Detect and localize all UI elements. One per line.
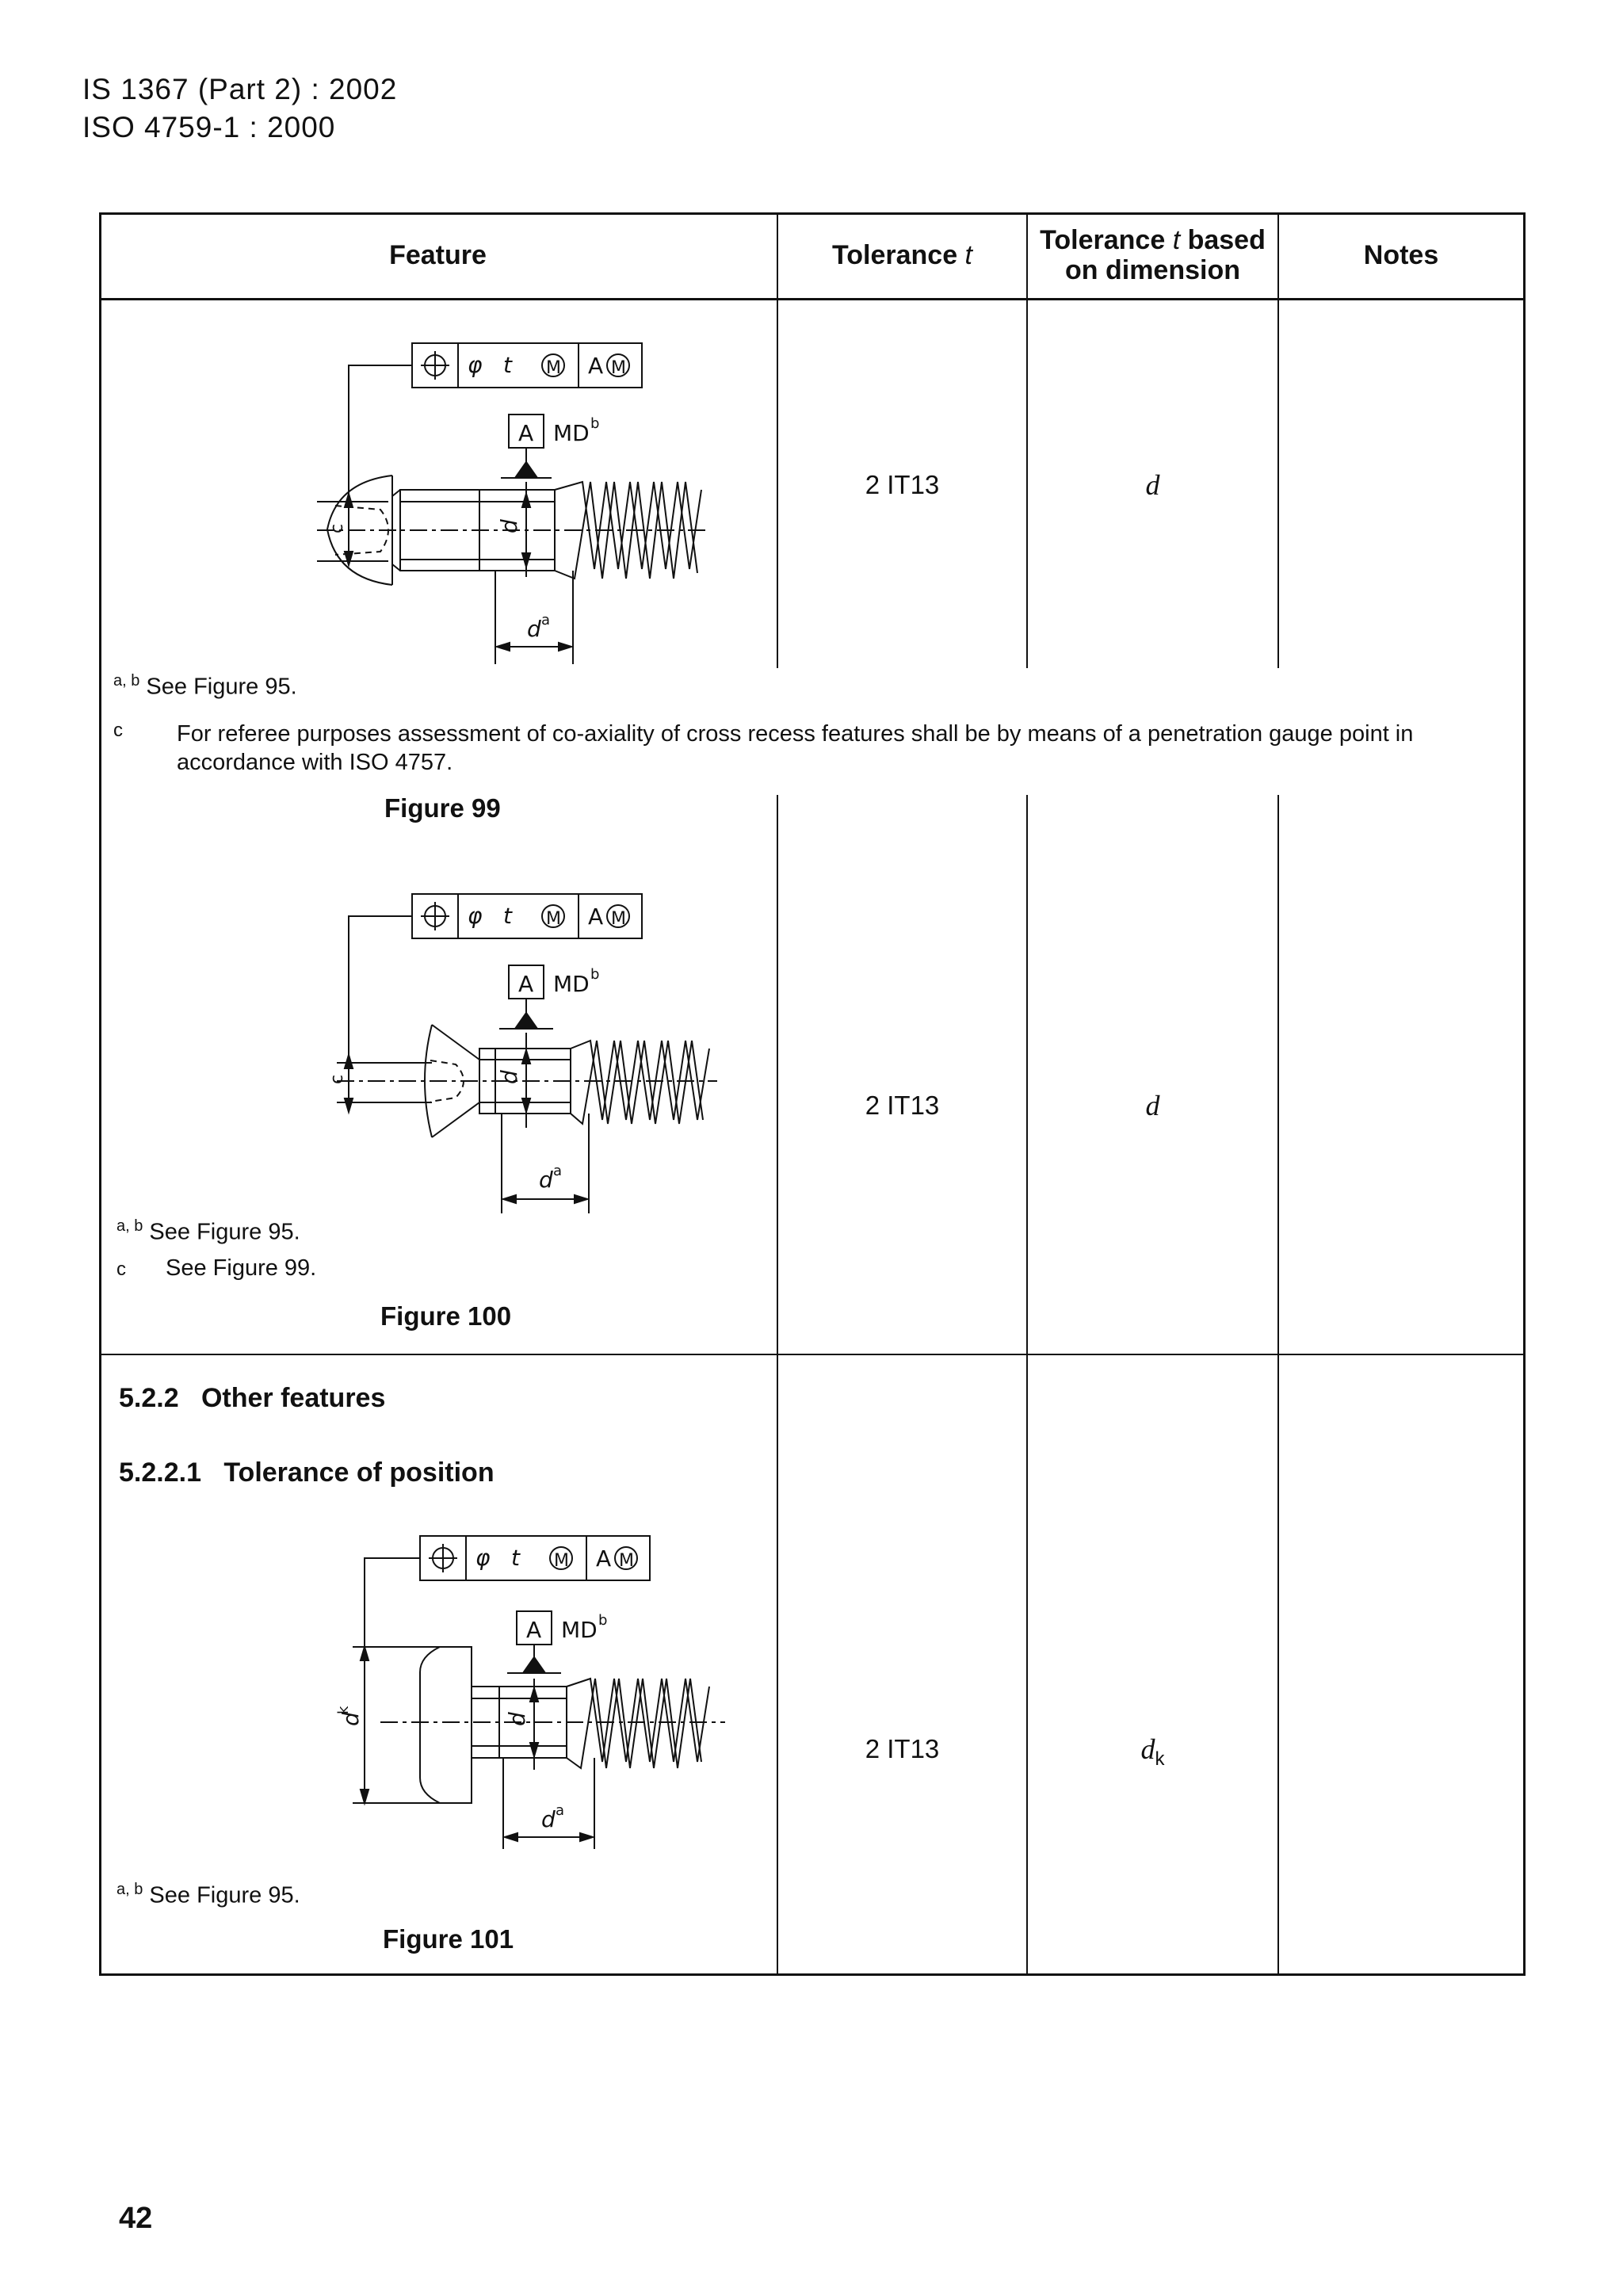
col-divider-2b [1026, 795, 1028, 1976]
svg-text:c: c [327, 1074, 347, 1084]
svg-text:A: A [526, 1617, 542, 1643]
header-feature: Feature [389, 240, 487, 270]
svg-text:t: t [503, 903, 512, 929]
section-5-2-2: 5.2.2 Other features [119, 1383, 386, 1413]
svg-text:d: d [338, 1712, 364, 1726]
svg-text:a: a [556, 1802, 565, 1819]
svg-text:φ: φ [468, 352, 483, 378]
figure-100-caption: Figure 100 [380, 1301, 512, 1331]
header-tolerance-t: Tolerance t [832, 240, 972, 270]
row1-footnote-ab: $^{a, b}$ See Figure 95. [113, 672, 297, 700]
row2-tolerance: 2 IT13 [865, 1091, 940, 1120]
table-border-right [1523, 212, 1526, 1976]
row2-based-on: d [1145, 1090, 1160, 1121]
svg-text:d: d [504, 1712, 530, 1726]
svg-text:a: a [553, 1163, 563, 1179]
svg-text:φ: φ [468, 903, 483, 929]
figure-99-drawing [242, 331, 733, 664]
svg-text:d: d [539, 1167, 553, 1193]
row3-tolerance: 2 IT13 [865, 1734, 940, 1763]
svg-text:M: M [546, 909, 561, 929]
tolerance-table: Feature Tolerance t Tolerance t based on dimension Notes 2 IT13 d 2 IT13 d 2 IT13 $d_k$ $^{a, b}$ See Figure 95. c For referee purposes assessment of co-axiality of cross recess features shall be by means of a penetration gauge point in accordance with ISO 4757. Figure 99 $^{a, b}$ See Figure 95. c See Figure 99. Figure 100 5.2.2 Other features 5.2.2.1 Tolerance of position $^{a, b}$ See Figure 95. Figure 101 φ t M A M A MD b d c d a φ t M A M A MD b d c d a φ t M A M A MD b d d k d a [99, 212, 1526, 1976]
svg-text:a: a [541, 612, 551, 628]
figure-100-drawing [242, 882, 749, 1215]
row2-footnote-ab: $^{a, b}$ See Figure 95. [116, 1217, 300, 1245]
svg-text:M: M [611, 909, 626, 929]
svg-text:d: d [496, 1070, 522, 1084]
svg-text:MD: MD [553, 971, 590, 997]
row2-footnote-c: c See Figure 99. [116, 1255, 317, 1281]
figure-99-caption: Figure 99 [384, 793, 501, 823]
svg-text:c: c [327, 523, 347, 533]
header-divider [99, 298, 1526, 300]
svg-text:A: A [518, 420, 534, 446]
svg-text:b: b [590, 415, 600, 432]
svg-text:φ: φ [475, 1545, 491, 1571]
svg-text:t: t [511, 1545, 520, 1571]
page-number: 42 [119, 2202, 153, 2235]
svg-text:M: M [554, 1551, 569, 1571]
row-divider [99, 1354, 1526, 1355]
standard-number: IS 1367 (Part 2) : 2002 [82, 73, 398, 105]
svg-text:k: k [335, 1706, 352, 1714]
row3-based-on: $d_k$ [1140, 1733, 1165, 1771]
svg-text:M: M [546, 358, 561, 378]
iso-number: ISO 4759-1 : 2000 [82, 111, 336, 143]
svg-text:M: M [611, 358, 626, 378]
svg-text:d: d [496, 519, 522, 533]
svg-text:MD: MD [561, 1617, 598, 1643]
svg-text:b: b [590, 966, 600, 983]
svg-text:MD: MD [553, 420, 590, 446]
svg-text:A: A [588, 904, 604, 930]
svg-text:b: b [598, 1612, 608, 1629]
col-divider-3b [1277, 795, 1279, 1976]
svg-text:A: A [518, 971, 534, 997]
header-tolerance-based: Tolerance t based on dimension [1040, 225, 1266, 285]
col-divider-1b [777, 795, 778, 1976]
row3-footnote-ab: $^{a, b}$ See Figure 95. [116, 1881, 300, 1908]
svg-text:t: t [503, 352, 512, 378]
figure-101-drawing [242, 1524, 749, 1857]
figure-101-caption: Figure 101 [383, 1924, 514, 1954]
svg-text:d: d [541, 1806, 556, 1832]
svg-text:A: A [596, 1545, 612, 1572]
header-notes: Notes [1363, 240, 1439, 270]
table-border-left [99, 212, 101, 1976]
svg-text:A: A [588, 353, 604, 379]
svg-text:d: d [527, 616, 541, 642]
table-border-bottom [99, 1973, 1526, 1976]
section-5-2-2-1: 5.2.2.1 Tolerance of position [119, 1457, 495, 1488]
row1-tolerance: 2 IT13 [865, 470, 940, 499]
svg-text:M: M [619, 1551, 634, 1571]
row1-based-on: d [1145, 469, 1160, 501]
